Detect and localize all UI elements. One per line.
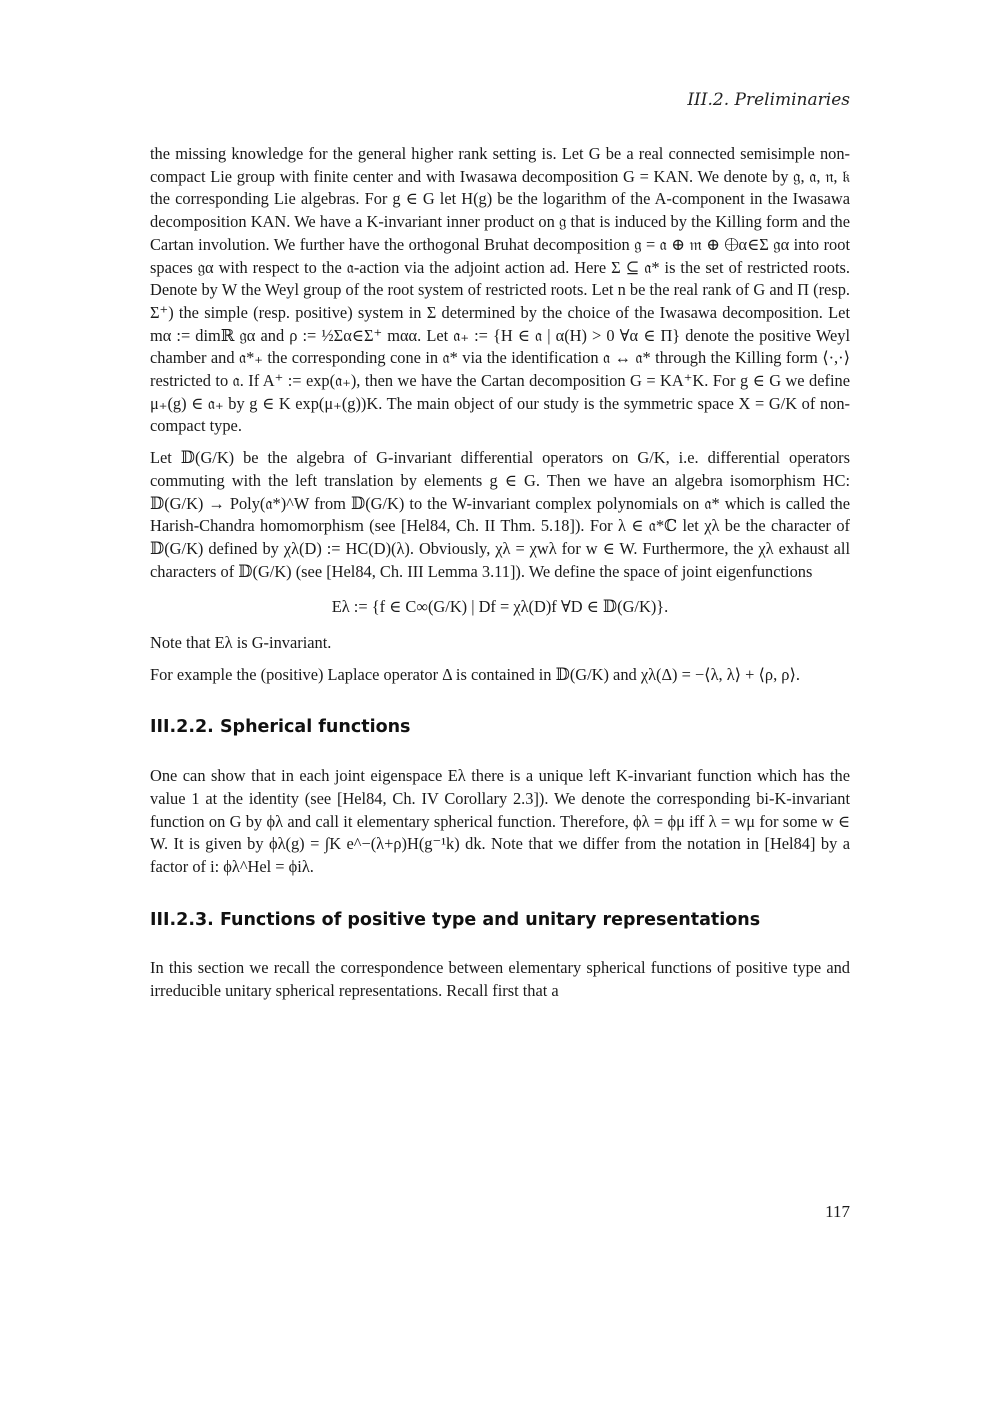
paragraph-4: For example the (positive) Laplace operator Δ is contained in 𝔻(G/K) and χλ(Δ) = −⟨λ, λ⟩ + ⟨ρ, ρ⟩. <box>150 664 800 684</box>
section-heading-positive-type <box>150 909 850 932</box>
page <box>150 0 850 1414</box>
section-number: III.2.3. <box>150 909 214 930</box>
body-text <box>150 143 850 1012</box>
paragraph-5: One can show that in each joint eigenspace Eλ there is a unique left K-invariant function which has the value 1 at the identity (see [Hel84, Ch. IV Corollary 2.3]). We denote the corresponding bi-K-invariant function on G by ϕλ and call it elementary spherical function. Therefore, ϕλ = ϕμ iff λ = wμ for some w ∈ W. It is given by ϕλ(g) = ∫K e^−(λ+ρ)H(g⁻¹k) dk. Note that we differ from the notation in [Hel84] by a factor of i: ϕλ^Hel = ϕiλ. <box>150 766 850 876</box>
display-equation: Eλ := {f ∈ C∞(G/K) | Df = χλ(D)f ∀D ∈ 𝔻(G/K)}. <box>331 597 669 617</box>
section-title: Functions of positive type and unitary representations <box>219 909 761 930</box>
running-head: III.2. Preliminaries <box>687 90 850 110</box>
paragraph-3: Note that Eλ is G-invariant. <box>150 633 332 653</box>
paragraph-6: In this section we recall the correspondence between elementary spherical functions of positive type and irreducible unitary spherical representations. Recall first that a <box>150 958 850 1001</box>
paragraph-1: the missing knowledge for the general higher rank setting is. Let G be a real connected semisimple non-compact Lie group with finite center and with Iwasawa decomposition G = KAN. We denote by 𝔤, 𝔞, 𝔫, 𝔨 the corresponding Lie algebras. For g ∈ G let H(g) be the logarithm of the A-component in the Iwasawa decomposition KAN. We have a K-invariant inner product on 𝔤 that is induced by the Killing form and the Cartan involution. We further have the orthogonal Bruhat decomposition 𝔤 = 𝔞 ⊕ 𝔪 ⊕ ⨁α∈Σ 𝔤α into root spaces 𝔤α with respect to the 𝔞-action via the adjoint action ad. Here Σ ⊆ 𝔞* is the set of restricted roots. Denote by W the Weyl group of the root system of restricted roots. Let n be the real rank of G and Π (resp. Σ⁺) the simple (resp. positive) system in Σ determined by the choice of the Iwasawa decomposition. Let mα := dimℝ 𝔤α and ρ := ½Σα∈Σ⁺ mαα. Let 𝔞₊ := {H ∈ 𝔞 | α(H) > 0 ∀α ∈ Π} denote the positive Weyl chamber and 𝔞*₊ the corresponding cone in 𝔞* via the identification 𝔞 ↔ 𝔞* through the Killing form ⟨·,·⟩ restricted to 𝔞. If A⁺ := exp(𝔞₊), then we have the Cartan decomposition G = KA⁺K. For g ∈ G we define μ₊(g) ∈ 𝔞₊ by g ∈ K exp(μ₊(g))K. The main object of our study is the symmetric space X = G/K of non-compact type. <box>150 144 850 436</box>
paragraph-2: Let 𝔻(G/K) be the algebra of G-invariant differential operators on G/K, i.e. differential operators commuting with the left translation by elements g ∈ G. Then we have an algebra isomorphism HC: 𝔻(G/K) → Poly(𝔞*)^W from 𝔻(G/K) to the W-invariant complex polynomials on 𝔞* which is called the Harish-Chandra homomorphism (see [Hel84, Ch. II Thm. 5.18]). For λ ∈ 𝔞*ℂ let χλ be the character of 𝔻(G/K) defined by χλ(D) := HC(D)(λ). Obviously, χλ = χwλ for w ∈ W. Furthermore, the χλ exhaust all characters of 𝔻(G/K) (see [Hel84, Ch. III Lemma 3.11]). We define the space of joint eigenfunctions <box>150 448 850 581</box>
page-number: 117 <box>825 1202 850 1221</box>
section-title: Spherical functions <box>219 717 411 738</box>
section-heading-spherical-functions <box>150 716 850 739</box>
section-number: III.2.2. <box>150 717 214 738</box>
